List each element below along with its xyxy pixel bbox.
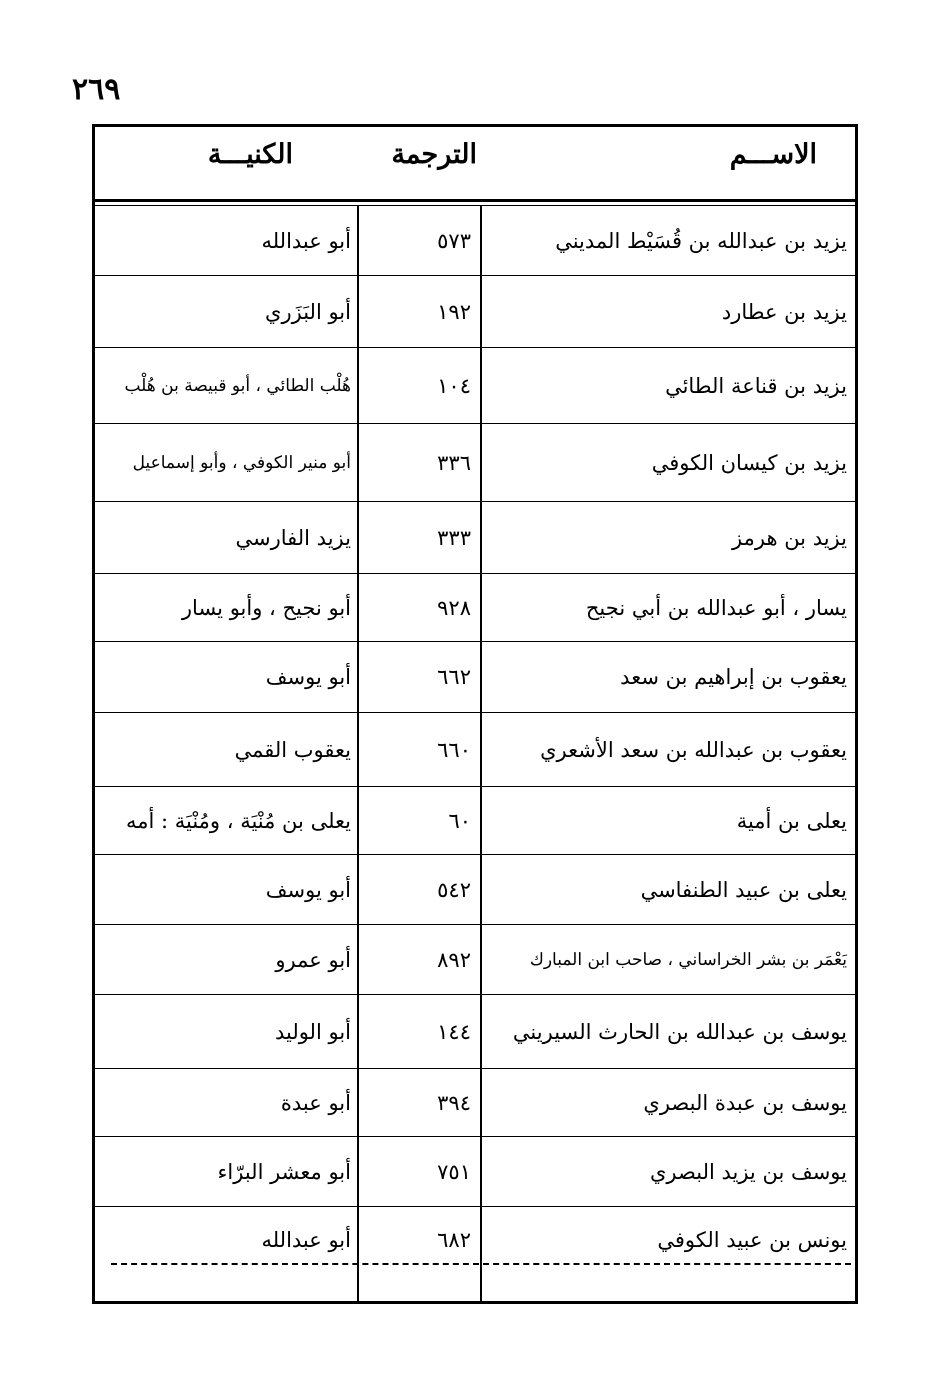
index-table xyxy=(92,124,858,1304)
cell-name: يزيد بن عطارد xyxy=(721,299,847,324)
cell-tarjama: ٦٦٢ xyxy=(437,665,471,689)
cell-kunya: هُلْب الطائي ، أبو قبيصة بن هُلْب xyxy=(124,375,351,396)
cell-kunya: أبو البَزَري xyxy=(265,299,351,324)
cell-kunya: يزيد الفارسي xyxy=(235,525,351,550)
cell-name: يوسف بن يزيد البصري xyxy=(650,1159,847,1184)
cell-tarjama: ١٠٤ xyxy=(437,373,471,398)
header-name: الاســـم xyxy=(729,139,817,170)
cell-name: يعلى بن عبيد الطنفاسي xyxy=(640,877,847,902)
cell-name: يسار ، أبو عبدالله بن أبي نجيح xyxy=(585,595,847,620)
cell-tarjama: ٣٩٤ xyxy=(437,1090,471,1115)
table-row xyxy=(95,855,855,925)
dashed-end-line xyxy=(111,1263,851,1265)
cell-tarjama: ٥٧٣ xyxy=(437,228,471,253)
cell-kunya: يعلى بن مُنْيَة ، ومُنْيَة : أمه xyxy=(125,808,351,833)
cell-tarjama: ٣٣٦ xyxy=(437,450,471,475)
table-row xyxy=(95,276,855,348)
cell-kunya: أبو عبدة xyxy=(280,1090,351,1115)
cell-name: يزيد بن قناعة الطائي xyxy=(665,373,847,398)
cell-name: يعلى بن أمية xyxy=(736,808,847,833)
table-row xyxy=(95,713,855,787)
table-row xyxy=(95,642,855,713)
cell-kunya: أبو عبدالله xyxy=(261,228,351,253)
cell-tarjama: ١٤٤ xyxy=(437,1019,471,1044)
cell-kunya: أبو منير الكوفي ، وأبو إسماعيل xyxy=(132,452,351,473)
cell-name: يَعْمَر بن بشر الخراساني ، صاحب ابن المبارك xyxy=(529,949,847,970)
table-header xyxy=(95,127,855,199)
cell-kunya: أبو عبدالله xyxy=(261,1228,351,1252)
cell-tarjama: ١٩٢ xyxy=(437,299,471,324)
cell-tarjama: ٩٢٨ xyxy=(437,595,471,620)
cell-name: يوسف بن عبدالله بن الحارث السيريني xyxy=(512,1019,847,1044)
cell-tarjama: ٦٠ xyxy=(448,808,471,833)
table-row xyxy=(95,574,855,642)
header-divider xyxy=(95,199,855,202)
page-number: ٢٦٩ xyxy=(72,72,121,107)
cell-tarjama: ٥٤٢ xyxy=(437,877,471,902)
cell-kunya: أبو نجيح ، وأبو يسار xyxy=(181,595,351,620)
cell-tarjama: ٨٩٢ xyxy=(437,947,471,972)
table-row xyxy=(95,348,855,424)
cell-kunya: يعقوب القمي xyxy=(234,737,351,762)
cell-name: يونس بن عبيد الكوفي xyxy=(657,1228,847,1252)
cell-kunya: أبو معشر البرّاء xyxy=(217,1159,351,1184)
cell-tarjama: ٣٣٣ xyxy=(437,525,471,550)
table-row xyxy=(95,995,855,1069)
cell-name: يزيد بن عبدالله بن قُسَيْط المديني xyxy=(555,228,847,253)
header-kunya: الكنيـــة xyxy=(207,139,293,170)
cell-name: يوسف بن عبدة البصري xyxy=(643,1090,847,1115)
cell-kunya: أبو يوسف xyxy=(265,665,351,689)
cell-kunya: أبو الوليد xyxy=(274,1019,351,1044)
table-row xyxy=(95,925,855,995)
cell-name: يعقوب بن عبدالله بن سعد الأشعري xyxy=(540,737,847,762)
cell-name: يعقوب بن إبراهيم بن سعد xyxy=(620,665,847,689)
table-row xyxy=(95,787,855,855)
table-row xyxy=(95,502,855,574)
table-row xyxy=(95,1137,855,1207)
cell-name: يزيد بن هرمز xyxy=(732,525,847,550)
cell-tarjama: ٦٨٢ xyxy=(437,1228,471,1252)
header-tarjama: الترجمة xyxy=(391,139,477,170)
table-row xyxy=(95,206,855,276)
cell-name: يزيد بن كيسان الكوفي xyxy=(651,450,847,475)
cell-tarjama: ٧٥١ xyxy=(437,1159,471,1184)
cell-kunya: أبو يوسف xyxy=(265,877,351,902)
table-row xyxy=(95,424,855,502)
table-row xyxy=(95,1069,855,1137)
cell-tarjama: ٦٦٠ xyxy=(437,737,471,762)
cell-kunya: أبو عمرو xyxy=(275,947,351,972)
